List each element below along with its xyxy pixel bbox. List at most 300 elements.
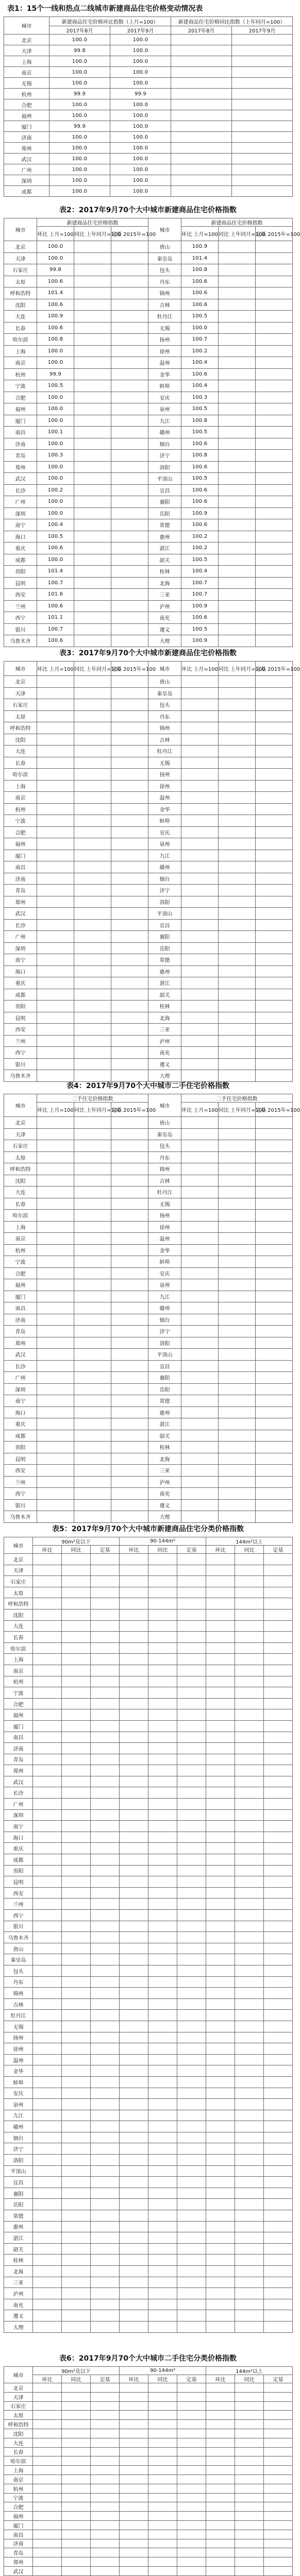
value-cell	[235, 1765, 264, 1776]
city-cell: 遵义	[4, 2310, 33, 2321]
value-cell	[111, 1442, 148, 1453]
city-cell: 洛阳	[148, 1337, 181, 1349]
value-cell	[111, 1395, 148, 1407]
city-cell: 上海	[4, 780, 37, 792]
city-cell: 沈阳	[4, 2429, 33, 2438]
value-cell	[74, 473, 111, 485]
value-cell	[120, 1709, 148, 1721]
value-cell	[74, 1360, 111, 1372]
value-cell	[181, 896, 219, 908]
value-cell	[62, 2232, 91, 2244]
value-cell	[120, 1876, 148, 1888]
value-cell	[148, 2493, 177, 2502]
table-row	[4, 2221, 293, 2232]
table-5-col-header: 同比	[235, 1546, 264, 1554]
value-cell	[37, 1221, 74, 1233]
city-cell: 郑州	[4, 143, 49, 154]
value-cell	[111, 635, 148, 647]
value-cell	[148, 2310, 177, 2321]
value-cell	[177, 1976, 206, 1988]
city-cell: 合肥	[4, 1698, 33, 1709]
value-cell	[232, 164, 293, 175]
value-cell: 100.0	[110, 56, 171, 67]
value-cell	[148, 2221, 177, 2232]
value-cell	[74, 589, 111, 601]
city-cell: 吉林	[148, 299, 181, 311]
value-cell	[181, 1337, 219, 1349]
value-cell	[235, 2299, 264, 2310]
value-cell	[219, 1151, 256, 1163]
table-row	[4, 676, 293, 688]
value-cell	[33, 1988, 62, 1999]
table-row	[4, 1151, 293, 1163]
value-cell	[37, 965, 74, 977]
city-cell: 湛江	[4, 2232, 33, 2244]
value-cell	[111, 1337, 148, 1349]
value-cell	[91, 2043, 120, 2055]
value-cell	[264, 2088, 293, 2099]
city-cell: 宁波	[4, 380, 37, 392]
city-cell: 深圳	[4, 507, 37, 519]
value-cell	[219, 299, 256, 311]
city-cell: 烟台	[148, 873, 181, 885]
value-cell	[62, 2110, 91, 2121]
city-cell: 洛阳	[4, 2155, 33, 2166]
table-row	[4, 554, 293, 566]
city-cell: 徐州	[148, 345, 181, 357]
value-cell	[171, 186, 232, 197]
value-cell	[91, 1665, 120, 1676]
value-cell: 100.5	[37, 531, 74, 543]
city-cell: 长沙	[4, 1787, 33, 1799]
table-row	[4, 2021, 293, 2032]
value-cell	[120, 2121, 148, 2132]
value-cell	[219, 1395, 256, 1407]
value-cell	[91, 1709, 120, 1721]
table-row	[4, 484, 293, 496]
value-cell	[206, 2255, 235, 2266]
city-cell: 三亚	[148, 1465, 181, 1477]
value-cell	[33, 1832, 62, 1843]
value-cell	[33, 2484, 62, 2493]
value-cell	[120, 1642, 148, 1654]
value-cell	[33, 2255, 62, 2266]
table-row	[4, 56, 293, 67]
value-cell	[219, 1210, 256, 1222]
table-row	[4, 1720, 293, 1732]
value-cell	[91, 2484, 120, 2493]
city-cell: 安庆	[148, 392, 181, 403]
value-cell	[120, 1976, 148, 1988]
value-cell: 100.0	[110, 143, 171, 154]
city-cell: 金华	[148, 1244, 181, 1256]
value-cell	[264, 2199, 293, 2210]
table-row	[4, 757, 293, 769]
value-cell	[256, 1291, 293, 1302]
value-cell	[120, 2566, 148, 2575]
table-row	[4, 334, 293, 346]
value-cell	[111, 896, 148, 908]
table-row	[4, 2054, 293, 2065]
city-cell: 长春	[4, 1632, 33, 1643]
city-cell: 襄阳	[4, 2188, 33, 2199]
value-cell	[235, 2475, 264, 2484]
city-cell: 杭州	[4, 1244, 37, 1256]
value-cell	[148, 2177, 177, 2188]
city-cell: 重庆	[4, 977, 37, 989]
value-cell	[264, 1620, 293, 1632]
value-cell	[206, 2076, 235, 2088]
value-cell: 100.5	[181, 623, 219, 635]
city-cell: 丹东	[148, 1151, 181, 1163]
value-cell	[74, 484, 111, 496]
value-cell	[232, 56, 293, 67]
value-cell	[256, 635, 293, 647]
value-cell: 100.0	[49, 154, 110, 164]
table-row	[4, 1210, 293, 1222]
value-cell	[264, 1809, 293, 1821]
value-cell	[235, 1654, 264, 1665]
city-cell: 重庆	[4, 1418, 37, 1430]
value-cell	[148, 1665, 177, 1676]
value-cell	[91, 2466, 120, 2475]
value-cell	[235, 1720, 264, 1732]
value-cell	[91, 2475, 120, 2484]
value-cell	[206, 1598, 235, 1609]
city-cell: 厦门	[4, 1720, 33, 1732]
value-cell	[120, 2155, 148, 2166]
value-cell	[111, 1430, 148, 1442]
value-cell	[219, 1047, 256, 1059]
value-cell	[206, 1809, 235, 1821]
value-cell	[181, 1163, 219, 1175]
value-cell	[181, 1476, 219, 1488]
value-cell	[120, 2493, 148, 2502]
value-cell	[74, 287, 111, 299]
value-cell	[177, 2065, 206, 2077]
value-cell	[219, 1024, 256, 1036]
value-cell	[206, 1732, 235, 1743]
value-cell: 100.3	[181, 392, 219, 403]
value-cell	[74, 815, 111, 827]
value-cell	[111, 600, 148, 612]
value-cell	[206, 2566, 235, 2575]
value-cell	[120, 1609, 148, 1620]
city-cell: 深圳	[4, 1383, 37, 1395]
value-cell	[91, 1854, 120, 1866]
city-cell: 太原	[4, 710, 37, 722]
table-row	[4, 368, 293, 380]
value-cell	[111, 1117, 148, 1129]
city-cell: 牡丹江	[148, 311, 181, 323]
table-1-col-header: 2017年9月	[232, 26, 293, 35]
value-cell	[256, 1337, 293, 1349]
value-cell	[120, 2043, 148, 2055]
value-cell	[206, 1832, 235, 1843]
city-cell: 金华	[4, 2065, 33, 2077]
value-cell	[74, 1418, 111, 1430]
value-cell	[148, 1642, 177, 1654]
table-row	[4, 1899, 293, 1910]
value-cell	[62, 2155, 91, 2166]
value-cell	[256, 850, 293, 861]
value-cell	[111, 1210, 148, 1222]
value-cell	[33, 2447, 62, 2456]
city-cell: 唐山	[148, 241, 181, 253]
table-row	[4, 1024, 293, 1036]
value-cell	[264, 2484, 293, 2493]
value-cell	[181, 757, 219, 769]
value-cell	[120, 1865, 148, 1876]
value-cell	[232, 78, 293, 89]
table-row	[4, 380, 293, 392]
city-cell: 宜昌	[148, 919, 181, 931]
value-cell	[219, 1465, 256, 1477]
value-cell	[264, 1787, 293, 1799]
value-cell	[37, 792, 74, 804]
table-row	[4, 1314, 293, 1326]
city-cell: 西宁	[4, 1910, 33, 1921]
value-cell	[181, 965, 219, 977]
value-cell	[256, 1476, 293, 1488]
value-cell	[148, 2065, 177, 2077]
value-cell	[232, 99, 293, 110]
value-cell	[256, 722, 293, 734]
value-cell	[120, 2199, 148, 2210]
value-cell	[206, 2288, 235, 2299]
value-cell	[148, 1776, 177, 1787]
city-cell: 南京	[4, 1233, 37, 1245]
value-cell	[120, 2502, 148, 2512]
value-cell	[120, 2530, 148, 2539]
value-cell	[256, 734, 293, 745]
value-cell	[219, 734, 256, 745]
value-cell	[74, 942, 111, 954]
city-cell: 南宁	[4, 1821, 33, 1832]
value-cell	[148, 2557, 177, 2567]
value-cell	[264, 2110, 293, 2121]
table-row	[4, 1221, 293, 1233]
value-cell	[219, 826, 256, 838]
city-cell: 乌鲁木齐	[4, 1070, 37, 1082]
value-cell	[256, 427, 293, 438]
value-cell	[148, 1832, 177, 1843]
value-cell	[91, 1687, 120, 1699]
value-cell	[235, 1576, 264, 1587]
value-cell	[120, 2392, 148, 2401]
value-cell	[219, 1430, 256, 1442]
table-row	[4, 345, 293, 357]
value-cell: 100.9	[181, 241, 219, 253]
value-cell	[62, 2076, 91, 2088]
value-cell	[148, 2475, 177, 2484]
value-cell	[33, 2429, 62, 2438]
value-cell	[62, 1910, 91, 1921]
table-row	[4, 1609, 293, 1620]
value-cell	[206, 1910, 235, 1921]
value-cell	[111, 838, 148, 850]
city-cell: 岳阳	[4, 2199, 33, 2210]
value-cell	[37, 977, 74, 989]
value-cell	[206, 1821, 235, 1832]
value-cell	[219, 1221, 256, 1233]
value-cell	[74, 1175, 111, 1187]
city-cell: 成都	[4, 1430, 37, 1442]
value-cell	[148, 2054, 177, 2065]
value-cell	[177, 1832, 206, 1843]
value-cell	[181, 1314, 219, 1326]
value-cell	[74, 896, 111, 908]
value-cell	[206, 1865, 235, 1876]
value-cell	[148, 2539, 177, 2548]
value-cell	[206, 1799, 235, 1810]
city-cell: 兰州	[4, 1899, 33, 1910]
value-cell	[181, 954, 219, 966]
city-cell: 北京	[4, 241, 37, 253]
value-cell	[177, 2255, 206, 2266]
value-cell	[111, 1465, 148, 1477]
value-cell	[37, 1198, 74, 1210]
city-cell: 长春	[4, 2447, 33, 2456]
city-cell: 北海	[148, 577, 181, 589]
value-cell	[256, 1198, 293, 1210]
city-cell: 遵义	[148, 623, 181, 635]
value-cell	[62, 2288, 91, 2299]
city-cell: 赣州	[148, 1302, 181, 1314]
value-cell	[33, 2010, 62, 2021]
value-cell	[33, 1632, 62, 1643]
table-row	[4, 186, 293, 197]
value-cell	[181, 803, 219, 815]
value-cell	[33, 1554, 62, 1565]
value-cell	[91, 2438, 120, 2447]
value-cell: 100.0	[37, 473, 74, 485]
value-cell	[177, 2132, 206, 2143]
city-cell: 合肥	[4, 392, 37, 403]
table-4-city-header-b: 城市	[148, 1094, 181, 1117]
city-cell: 烟台	[4, 2132, 33, 2143]
city-cell: 深圳	[4, 942, 37, 954]
value-cell	[235, 2484, 264, 2493]
city-cell: 丹东	[4, 1976, 33, 1988]
value-cell	[120, 1854, 148, 1866]
value-cell	[219, 1128, 256, 1140]
value-cell	[62, 2520, 91, 2530]
value-cell	[256, 977, 293, 989]
city-cell: 宁波	[4, 2493, 33, 2502]
value-cell	[219, 368, 256, 380]
value-cell	[232, 45, 293, 56]
city-cell: 宜昌	[4, 2177, 33, 2188]
value-cell	[235, 1620, 264, 1632]
value-cell	[256, 1267, 293, 1279]
city-cell: 九江	[148, 1291, 181, 1302]
value-cell	[181, 885, 219, 896]
table-row	[4, 2383, 293, 2393]
value-cell	[62, 2447, 91, 2456]
city-cell: 安庆	[148, 826, 181, 838]
table-row	[4, 2132, 293, 2143]
value-cell	[62, 1609, 91, 1620]
value-cell	[219, 1187, 256, 1198]
value-cell	[177, 1687, 206, 1699]
value-cell	[264, 1799, 293, 1810]
value-cell: 100.4	[181, 357, 219, 369]
city-cell: 武汉	[4, 1349, 37, 1361]
value-cell	[148, 2299, 177, 2310]
city-cell: 韶关	[148, 1430, 181, 1442]
value-cell	[120, 2177, 148, 2188]
value-cell	[74, 1465, 111, 1477]
table-row	[4, 1187, 293, 1198]
city-cell: 南宁	[4, 519, 37, 531]
value-cell	[148, 2466, 177, 2475]
table-6	[4, 2366, 293, 2576]
value-cell	[37, 699, 74, 711]
value-cell	[91, 1932, 120, 1943]
value-cell	[177, 2548, 206, 2557]
value-cell	[219, 1453, 256, 1465]
value-cell	[120, 1676, 148, 1687]
value-cell	[206, 1576, 235, 1587]
value-cell	[181, 1465, 219, 1477]
value-cell	[62, 2021, 91, 2032]
value-cell	[111, 722, 148, 734]
value-cell	[206, 1565, 235, 1576]
city-cell: 南昌	[4, 2530, 33, 2539]
table-row	[4, 2155, 293, 2166]
value-cell	[120, 2484, 148, 2493]
value-cell	[74, 1511, 111, 1523]
table-row	[4, 769, 293, 781]
table-row	[4, 1787, 293, 1799]
value-cell: 100.6	[181, 368, 219, 380]
value-cell	[91, 2566, 120, 2575]
value-cell	[62, 2243, 91, 2255]
city-cell: 兰州	[4, 600, 37, 612]
city-cell: 无锡	[4, 2021, 33, 2032]
value-cell	[111, 1453, 148, 1465]
value-cell	[62, 2456, 91, 2466]
value-cell	[177, 2032, 206, 2043]
table-3-col-header: 定基 2015年=100	[111, 662, 148, 676]
city-cell: 韶关	[4, 2243, 33, 2255]
value-cell	[62, 1598, 91, 1609]
city-cell: 泸州	[148, 1035, 181, 1047]
city-cell: 宁波	[4, 815, 37, 827]
value-cell	[177, 1732, 206, 1743]
value-cell	[62, 2530, 91, 2539]
value-cell	[235, 2088, 264, 2099]
value-cell	[148, 1854, 177, 1866]
value-cell	[181, 942, 219, 954]
value-cell	[91, 1910, 120, 1921]
value-cell	[177, 2188, 206, 2199]
value-cell	[177, 1632, 206, 1643]
table-6-col-header: 环比	[120, 2375, 148, 2383]
city-cell: 韶关	[148, 554, 181, 566]
table-row	[4, 896, 293, 908]
value-cell	[62, 1887, 91, 1899]
value-cell	[219, 1058, 256, 1070]
value-cell	[256, 299, 293, 311]
city-cell: 湛江	[148, 977, 181, 989]
table-row	[4, 623, 293, 635]
value-cell	[74, 1326, 111, 1337]
city-cell: 济宁	[148, 885, 181, 896]
value-cell	[181, 1349, 219, 1361]
value-cell	[264, 1698, 293, 1709]
